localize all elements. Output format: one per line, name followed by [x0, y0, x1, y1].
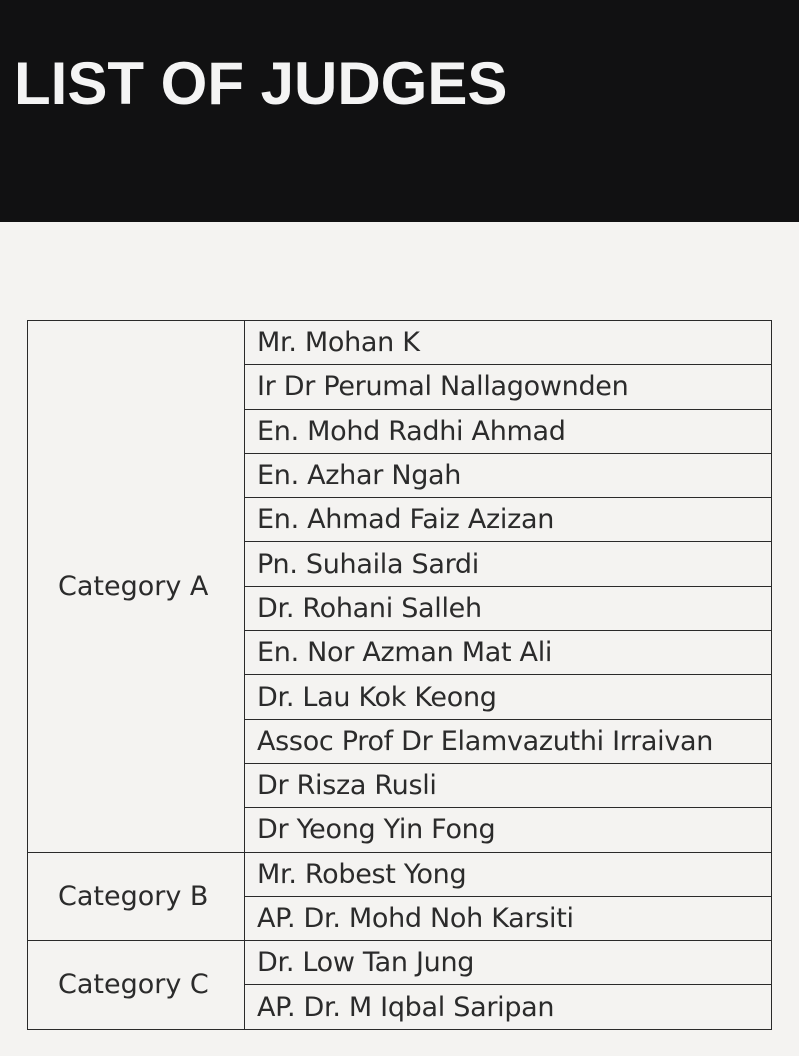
judge-name: Mr. Robest Yong: [245, 852, 772, 896]
judge-name: Mr. Mohan K: [245, 321, 772, 365]
judge-name: En. Ahmad Faiz Azizan: [245, 498, 772, 542]
judge-name: En. Nor Azman Mat Ali: [245, 631, 772, 675]
judge-name: Dr. Rohani Salleh: [245, 586, 772, 630]
judge-name: AP. Dr. Mohd Noh Karsiti: [245, 896, 772, 940]
page-title: LIST OF JUDGES: [14, 50, 508, 117]
judge-name: Dr. Low Tan Jung: [245, 941, 772, 985]
category-label: Category C: [28, 941, 245, 1030]
judge-name: Assoc Prof Dr Elamvazuthi Irraivan: [245, 719, 772, 763]
judge-name: AP. Dr. M Iqbal Saripan: [245, 985, 772, 1029]
table-row: [28, 852, 772, 896]
judge-name: Ir Dr Perumal Nallagownden: [245, 365, 772, 409]
header-band: [0, 0, 799, 222]
judge-name: Dr Yeong Yin Fong: [245, 808, 772, 852]
table-row: [28, 941, 772, 985]
judge-name: En. Azhar Ngah: [245, 453, 772, 497]
table-row: [28, 321, 772, 365]
judges-table: [27, 320, 772, 1030]
judge-name: Dr. Lau Kok Keong: [245, 675, 772, 719]
judge-name: Pn. Suhaila Sardi: [245, 542, 772, 586]
category-label: Category B: [28, 852, 245, 941]
category-label: Category A: [28, 321, 245, 853]
judge-name: En. Mohd Radhi Ahmad: [245, 409, 772, 453]
judge-name: Dr Risza Rusli: [245, 763, 772, 807]
